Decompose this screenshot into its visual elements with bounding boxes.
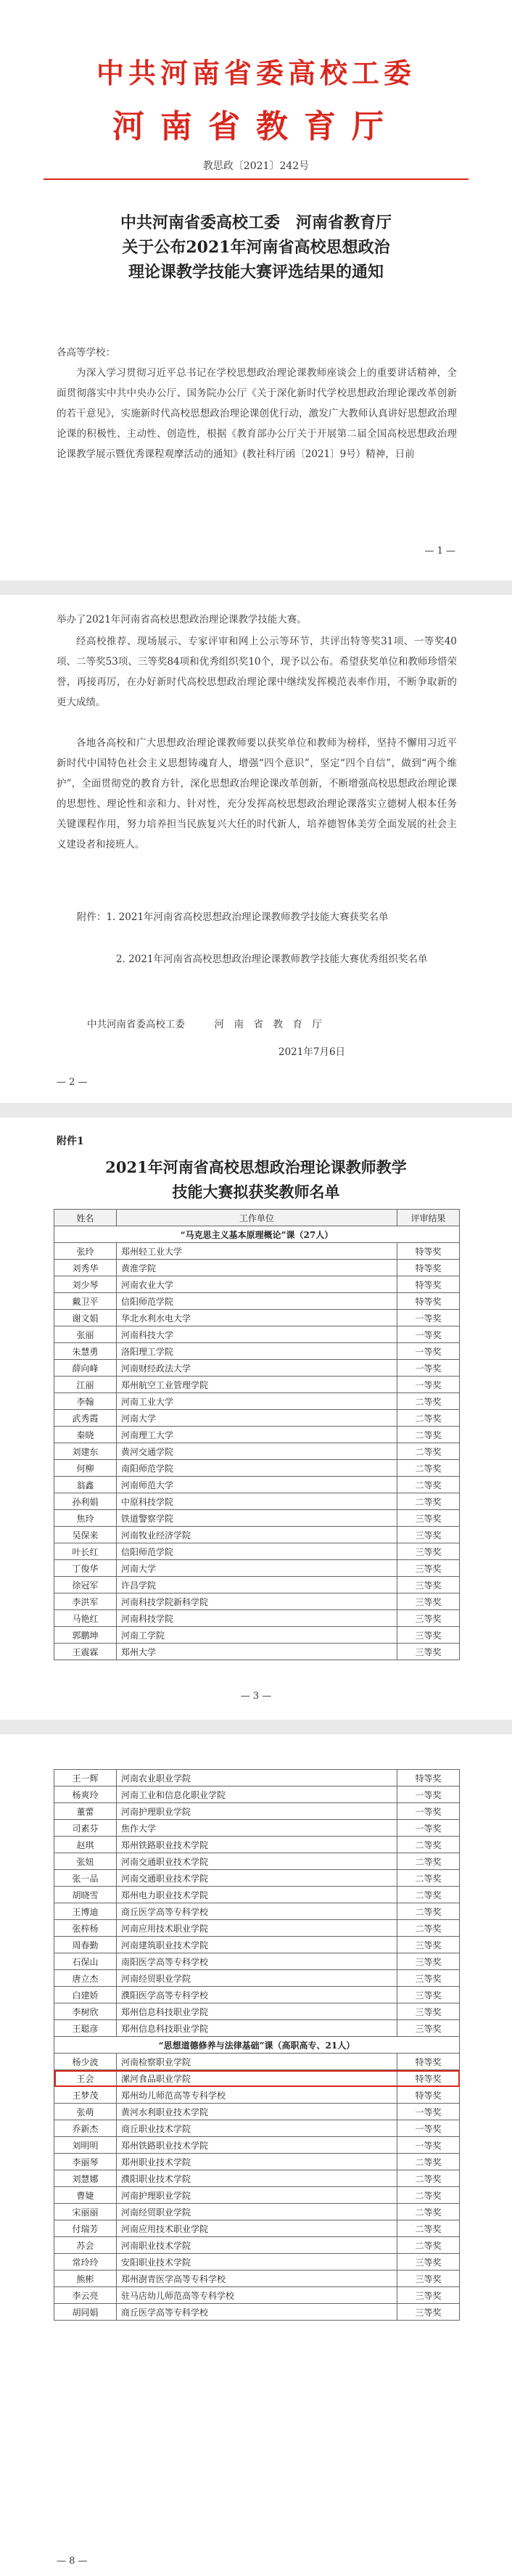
winner-unit: 河南交通职业技术学院 — [117, 1853, 397, 1870]
winner-unit: 焦作大学 — [117, 1820, 397, 1837]
winner-name: 秦晓 — [54, 1427, 117, 1443]
winner-unit: 河南科技大学 — [117, 1326, 397, 1343]
table-row — [54, 2287, 460, 2304]
winner-name: 宋丽丽 — [54, 2204, 117, 2220]
winner-unit: 河南工业和信息化职业学院 — [117, 1787, 397, 1803]
winner-award: 三等奖 — [397, 1527, 460, 1543]
winner-award: 二等奖 — [397, 1393, 460, 1410]
category-label: “思想道德修养与法律基础”课（高职高专、21人） — [54, 2037, 460, 2054]
winner-award: 一等奖 — [397, 1310, 460, 1326]
table-row — [54, 1560, 460, 1577]
winner-award: 一等奖 — [397, 1343, 460, 1360]
table-row — [54, 1243, 460, 1260]
table-row — [54, 1343, 460, 1360]
winner-unit: 河南工学院 — [117, 1627, 397, 1644]
winner-award: 二等奖 — [397, 1493, 460, 1510]
winner-unit: 信阳师范学院 — [117, 1543, 397, 1560]
winner-award: 一等奖 — [397, 1360, 460, 1377]
winner-unit: 河南应用技术职业学院 — [117, 1920, 397, 1937]
winner-name: 王一辉 — [54, 1770, 117, 1787]
winner-name: 焦玲 — [54, 1510, 117, 1527]
winner-name: 胡晓雪 — [54, 1887, 117, 1903]
winner-name: 徐冠军 — [54, 1577, 117, 1593]
table-row — [54, 1787, 460, 1803]
winner-award: 三等奖 — [397, 1953, 460, 1970]
winner-unit: 中原科技学院 — [117, 1493, 397, 1510]
winner-name: 刘慧娜 — [54, 2170, 117, 2187]
winner-unit: 河南经贸职业学院 — [117, 1970, 397, 1987]
table-row — [54, 1903, 460, 1920]
winner-award: 一等奖 — [397, 1326, 460, 1343]
winner-award: 二等奖 — [397, 2170, 460, 2187]
body-paragraph: 经高校推荐、现场展示、专家评审和网上公示等环节，共评出特等奖31项、一等奖40项、二等奖53项、三等奖84项和优秀组织奖10个，现予以公布。希望获奖单位和教师珍惜荣誉，再接再厉，在办好新时代高校思想政治理论课中继续发挥模范表率作用，不断争取新的更大成绩。 — [57, 636, 457, 708]
winner-award: 特等奖 — [397, 2087, 460, 2104]
table-row — [54, 1493, 460, 1510]
winner-award: 三等奖 — [397, 1610, 460, 1627]
category-label: “马克思主义基本原理概论”课（27人） — [54, 1226, 460, 1243]
header-unit: 工作单位 — [117, 1210, 397, 1226]
table-row — [54, 1770, 460, 1787]
winner-name: 何柳 — [54, 1460, 117, 1477]
winner-name: 江丽 — [54, 1377, 117, 1393]
notice-title-line: 理论课教学技能大赛评选结果的通知 — [128, 263, 384, 282]
winner-name: 赵琪 — [54, 1837, 117, 1853]
winner-name: 杨爽玲 — [54, 1787, 117, 1803]
table-row — [54, 1853, 460, 1870]
winner-name: 张玲 — [54, 1243, 117, 1260]
winner-award: 三等奖 — [397, 2271, 460, 2287]
winner-award: 二等奖 — [397, 1903, 460, 1920]
winner-award: 特等奖 — [397, 1260, 460, 1276]
table-row — [54, 2304, 460, 2321]
winner-award: 特等奖 — [397, 1243, 460, 1260]
page-number: — 3 — — [240, 1691, 272, 1702]
table-row — [54, 1627, 460, 1644]
winner-name: 谢文娟 — [54, 1310, 117, 1326]
winner-unit: 商丘医学高等专科学校 — [117, 2304, 397, 2321]
winner-unit: 铁道警察学院 — [117, 1510, 397, 1527]
table-row — [54, 2271, 460, 2287]
winner-unit: 河南工业大学 — [117, 1393, 397, 1410]
table-row — [54, 1820, 460, 1837]
winner-name: 石保山 — [54, 1953, 117, 1970]
winner-name: 苏会 — [54, 2237, 117, 2254]
winner-name: 刘少琴 — [54, 1276, 117, 1293]
winner-unit: 商丘医学高等专科学校 — [117, 1903, 397, 1920]
winner-unit: 郑州职业技术学院 — [117, 2154, 397, 2170]
winner-unit: 许昌学院 — [117, 1577, 397, 1593]
winner-name: 李翰 — [54, 1393, 117, 1410]
winner-unit: 商丘职业技术学院 — [117, 2120, 397, 2137]
winner-unit: 驻马店幼儿师范高等专科学校 — [117, 2287, 397, 2304]
table-row — [54, 1577, 460, 1593]
winner-award: 二等奖 — [397, 2220, 460, 2237]
winner-award: 二等奖 — [397, 1853, 460, 1870]
winner-award: 二等奖 — [397, 1477, 460, 1493]
winner-name: 张一品 — [54, 1870, 117, 1887]
winner-unit: 河南建筑职业技术学院 — [117, 1937, 397, 1953]
winner-award: 特等奖 — [397, 1293, 460, 1310]
winner-name: 张萌 — [54, 2104, 117, 2120]
table-row — [54, 2020, 460, 2037]
table-row — [54, 2054, 460, 2070]
winner-name: 曹婕 — [54, 2187, 117, 2204]
winner-unit: 漯河食品职业学院 — [117, 2070, 397, 2087]
table-row — [54, 1920, 460, 1937]
winner-name: 周春勤 — [54, 1937, 117, 1953]
table-row — [54, 1260, 460, 1276]
page-number: — 8 — — [57, 2556, 88, 2567]
table-row — [54, 1803, 460, 1820]
table-row — [54, 1610, 460, 1627]
winner-unit: 河南经贸职业学院 — [117, 2204, 397, 2220]
winner-award: 特等奖 — [397, 2070, 460, 2087]
header-result: 评审结果 — [397, 1210, 460, 1226]
table-row — [54, 1460, 460, 1477]
table-row — [54, 1644, 460, 1660]
notice-title-line: 关于公布2021年河南省高校思想政治 — [122, 238, 390, 257]
table-row — [54, 2137, 460, 2154]
winner-unit: 河南财经政法大学 — [117, 1360, 397, 1377]
attachment-label: 附件1 — [57, 1136, 84, 1147]
winner-name: 王聪彦 — [54, 2020, 117, 2037]
winner-name: 戴卫平 — [54, 1293, 117, 1310]
winner-name: 唐立杰 — [54, 1970, 117, 1987]
winner-award: 二等奖 — [397, 1443, 460, 1460]
salutation: 各高等学校： — [57, 347, 115, 358]
table-row — [54, 2003, 460, 2020]
notice-title-line: 中共河南省委高校工委 河南省教育厅 — [120, 213, 392, 232]
winner-award: 三等奖 — [397, 2287, 460, 2304]
winner-unit: 洛阳理工学院 — [117, 1343, 397, 1360]
winner-unit: 河南理工大学 — [117, 1427, 397, 1443]
winner-name: 李树欣 — [54, 2003, 117, 2020]
table-row — [54, 2254, 460, 2271]
winner-unit: 郑州澍青医学高等专科学校 — [117, 2271, 397, 2287]
winner-name: 李云亮 — [54, 2287, 117, 2304]
winner-name: 马艳红 — [54, 1610, 117, 1627]
list-title-line: 2021年河南省高校思想政治理论课教师教学 — [105, 1158, 407, 1176]
winner-award: 二等奖 — [397, 2237, 460, 2254]
attachment-1: 附件：1. 2021年河南省高校思想政治理论课教师教学技能大赛获奖名单 — [77, 911, 389, 923]
table-row — [54, 1987, 460, 2003]
winner-award: 三等奖 — [397, 2304, 460, 2321]
table-row — [54, 1360, 460, 1377]
winner-award: 三等奖 — [397, 1937, 460, 1953]
table-row — [54, 1410, 460, 1427]
winner-unit: 安阳职业技术学院 — [117, 2254, 397, 2271]
winners-table — [54, 1769, 460, 2321]
winner-name: 翁鑫 — [54, 1477, 117, 1493]
table-row — [54, 1887, 460, 1903]
table-row — [54, 1837, 460, 1853]
winner-award: 三等奖 — [397, 1644, 460, 1660]
winner-name: 杨少波 — [54, 2054, 117, 2070]
winner-unit: 信阳师范学院 — [117, 1293, 397, 1310]
winner-award: 特等奖 — [397, 1770, 460, 1787]
notice-title — [0, 210, 512, 284]
winner-name: 薛向峰 — [54, 1360, 117, 1377]
table-row — [54, 1293, 460, 1310]
winner-unit: 郑州铁路职业技术学院 — [117, 1837, 397, 1853]
winner-award: 二等奖 — [397, 1837, 460, 1853]
winner-award: 二等奖 — [397, 1870, 460, 1887]
winner-name: 丁俊华 — [54, 1560, 117, 1577]
winner-unit: 郑州电力职业技术学院 — [117, 1887, 397, 1903]
winners-table — [54, 1209, 460, 1660]
winner-name: 刘明明 — [54, 2137, 117, 2154]
table-header-row — [54, 1210, 460, 1226]
category-row — [54, 2037, 460, 2054]
winner-award: 一等奖 — [397, 1803, 460, 1820]
winner-award: 三等奖 — [397, 1560, 460, 1577]
table-row — [54, 2070, 460, 2087]
attachment-2: 2. 2021年河南省高校思想政治理论课教师教学技能大赛优秀组织奖名单 — [116, 953, 428, 965]
table-row — [54, 2237, 460, 2254]
winner-unit: 濮阳医学高等专科学校 — [117, 1987, 397, 2003]
page-1 — [0, 0, 512, 581]
table-row — [54, 1970, 460, 1987]
page-gap — [0, 1720, 512, 1734]
winner-unit: 华北水利水电大学 — [117, 1310, 397, 1326]
winner-unit: 南阳医学高等专科学校 — [117, 1953, 397, 1970]
winner-name: 刘秀华 — [54, 1260, 117, 1276]
table-row — [54, 2104, 460, 2120]
winner-name: 吴保来 — [54, 1527, 117, 1543]
winner-name: 王梦茂 — [54, 2087, 117, 2104]
winner-unit: 河南护理职业学院 — [117, 1803, 397, 1820]
winner-award: 二等奖 — [397, 2187, 460, 2204]
winner-award: 二等奖 — [397, 2204, 460, 2220]
page-gap — [0, 581, 512, 595]
page-2 — [0, 595, 512, 1088]
table-row — [54, 1377, 460, 1393]
winner-unit: 河南牧业经济学院 — [117, 1527, 397, 1543]
winner-unit: 河南科技学院新科学院 — [117, 1593, 397, 1610]
winner-name: 胡同娟 — [54, 2304, 117, 2321]
table-row — [54, 2187, 460, 2204]
table-row — [54, 1326, 460, 1343]
winner-unit: 黄淮学院 — [117, 1260, 397, 1276]
winner-award: 三等奖 — [397, 1593, 460, 1610]
document-number: 教思政〔2021〕242号 — [202, 160, 310, 172]
winner-name: 常玲玲 — [54, 2254, 117, 2271]
winner-unit: 河南职业技术学院 — [117, 2237, 397, 2254]
issuer-line-2: 河南省教育厅 — [112, 108, 400, 145]
winner-name: 郭鹏坤 — [54, 1627, 117, 1644]
winner-unit: 濮阳职业技术学院 — [117, 2170, 397, 2187]
winner-unit: 郑州航空工业管理学院 — [117, 1377, 397, 1393]
table-row — [54, 2120, 460, 2137]
table-row — [54, 2204, 460, 2220]
winner-unit: 河南检察职业学院 — [117, 2054, 397, 2070]
table-row — [54, 1953, 460, 1970]
body-paragraph: 各地各高校和广大思想政治理论课教师要以获奖单位和教师为榜样，坚持不懈用习近平新时代中国特色社会主义思想铸魂育人，增强“四个意识”，坚定“四个自信”，做到“两个维护”，全面贯彻党的教育方针，深化思想政治理论课改革创新，不断增强高校思想政治理论课的思想性、理论性和亲和力、针对性，充分发挥高校思想政治理论课落实立德树人根本任务关键课程作用，努力培养担当民族复兴大任的时代新人，培养德智体美劳全面发展的社会主义建设者和接班人。 — [57, 737, 457, 850]
winner-award: 三等奖 — [397, 1577, 460, 1593]
list-title — [0, 1155, 512, 1205]
winner-unit: 郑州信息科技职业学院 — [117, 2020, 397, 2037]
winner-award: 一等奖 — [397, 1820, 460, 1837]
winner-award: 三等奖 — [397, 2254, 460, 2271]
winner-unit: 河南农业职业学院 — [117, 1770, 397, 1787]
winner-name: 乔新杰 — [54, 2120, 117, 2137]
winner-name: 刘建东 — [54, 1443, 117, 1460]
winner-name: 张妞 — [54, 1853, 117, 1870]
winner-award: 二等奖 — [397, 1460, 460, 1477]
issuer-line-1: 中共河南省委高校工委 — [96, 57, 416, 89]
table-row — [54, 1443, 460, 1460]
table-row — [54, 1527, 460, 1543]
winner-award: 三等奖 — [397, 2020, 460, 2037]
body-paragraph: 举办了2021年河南省高校思想政治理论课教学技能大赛。 — [57, 614, 307, 625]
winner-unit: 郑州信息科技职业学院 — [117, 2003, 397, 2020]
winner-name: 董蕾 — [54, 1803, 117, 1820]
winner-award: 三等奖 — [397, 1627, 460, 1644]
winner-unit: 河南交通职业技术学院 — [117, 1870, 397, 1887]
winner-name: 叶长红 — [54, 1543, 117, 1560]
red-divider — [44, 179, 468, 180]
header-name: 姓名 — [54, 1210, 117, 1226]
winner-name: 武秀霞 — [54, 1410, 117, 1427]
winner-name: 王博迪 — [54, 1903, 117, 1920]
table-row — [54, 1870, 460, 1887]
issue-date: 2021年7月6日 — [278, 1046, 346, 1058]
winner-award: 一等奖 — [397, 1377, 460, 1393]
table-row — [54, 2220, 460, 2237]
table-row — [54, 2170, 460, 2187]
winner-name: 付瑞芳 — [54, 2220, 117, 2237]
winner-award: 三等奖 — [397, 2003, 460, 2020]
list-title-line: 技能大赛拟获奖教师名单 — [172, 1183, 340, 1201]
table-row — [54, 1543, 460, 1560]
winner-award: 一等奖 — [397, 2120, 460, 2137]
winner-name: 李丽琴 — [54, 2154, 117, 2170]
winner-unit: 南阳师范学院 — [117, 1460, 397, 1477]
winner-unit: 黄河水利职业技术学院 — [117, 2104, 397, 2120]
winner-award: 三等奖 — [397, 1543, 460, 1560]
winner-award: 一等奖 — [397, 1787, 460, 1803]
table-row — [54, 1393, 460, 1410]
winner-award: 一等奖 — [397, 2104, 460, 2120]
winner-unit: 河南大学 — [117, 1410, 397, 1427]
winner-name: 李洪军 — [54, 1593, 117, 1610]
winner-award: 三等奖 — [397, 1970, 460, 1987]
winner-award: 二等奖 — [397, 2154, 460, 2170]
winner-award: 二等奖 — [397, 1920, 460, 1937]
winner-name: 朱慧勇 — [54, 1343, 117, 1360]
winner-name: 王震霖 — [54, 1644, 117, 1660]
winner-unit: 河南大学 — [117, 1560, 397, 1577]
winner-award: 二等奖 — [397, 1427, 460, 1443]
body-paragraph: 为深入学习贯彻习近平总书记在学校思想政治理论课教师座谈会上的重要讲话精神，全面贯彻落实中共中央办公厅、国务院办公厅《关于深化新时代学校思想政治理论课改革创新的若干意见》，实施新时代高校思想政治理论课创优行动，激发广大教师认真讲好思想政治理论课的积极性、主动性、创造性，根据《教育部办公厅关于开展第二届全国高校思想政治理论课教学展示暨优秀课程观摩活动的通知》(教社科厅函〔2021〕9号）精神，日前 — [57, 367, 457, 460]
winner-unit: 郑州铁路职业技术学院 — [117, 2137, 397, 2154]
table-row — [54, 1510, 460, 1527]
winner-name: 熊彬 — [54, 2271, 117, 2287]
winner-name: 王会 — [54, 2070, 117, 2087]
winner-award: 特等奖 — [397, 1276, 460, 1293]
winner-name: 张丽 — [54, 1326, 117, 1343]
winner-award: 二等奖 — [397, 1887, 460, 1903]
winner-unit: 河南农业大学 — [117, 1276, 397, 1293]
winner-unit: 河南应用技术职业学院 — [117, 2220, 397, 2237]
page-number: — 2 — — [57, 1077, 88, 1088]
page-gap — [0, 1103, 512, 1117]
table-row — [54, 1276, 460, 1293]
winner-unit: 郑州轻工业大学 — [117, 1243, 397, 1260]
table-row — [54, 1937, 460, 1953]
winner-unit: 河南科技学院 — [117, 1610, 397, 1627]
table-row — [54, 1427, 460, 1443]
table-row — [54, 1310, 460, 1326]
winner-unit: 郑州大学 — [117, 1644, 397, 1660]
winner-name: 孙利娟 — [54, 1493, 117, 1510]
winner-unit: 黄河交通学院 — [117, 1443, 397, 1460]
table-row — [54, 1593, 460, 1610]
winner-name: 司素芬 — [54, 1820, 117, 1837]
winner-award: 一等奖 — [397, 2137, 460, 2154]
category-row — [54, 1226, 460, 1243]
winner-unit: 河南护理职业学院 — [117, 2187, 397, 2204]
winner-name: 张梓杨 — [54, 1920, 117, 1937]
winner-unit: 郑州幼儿师范高等专科学校 — [117, 2087, 397, 2104]
table-row — [54, 2154, 460, 2170]
winner-unit: 河南师范大学 — [117, 1477, 397, 1493]
winner-award: 二等奖 — [397, 1410, 460, 1427]
winner-award: 特等奖 — [397, 2054, 460, 2070]
winner-name: 白建娇 — [54, 1987, 117, 2003]
signers: 中共河南省委高校工委 河 南 省 教 育 厅 — [87, 1019, 322, 1030]
table-row — [54, 1477, 460, 1493]
winner-award: 三等奖 — [397, 1987, 460, 2003]
winner-award: 三等奖 — [397, 1510, 460, 1527]
page-number: — 1 — — [424, 546, 455, 557]
table-row — [54, 2087, 460, 2104]
